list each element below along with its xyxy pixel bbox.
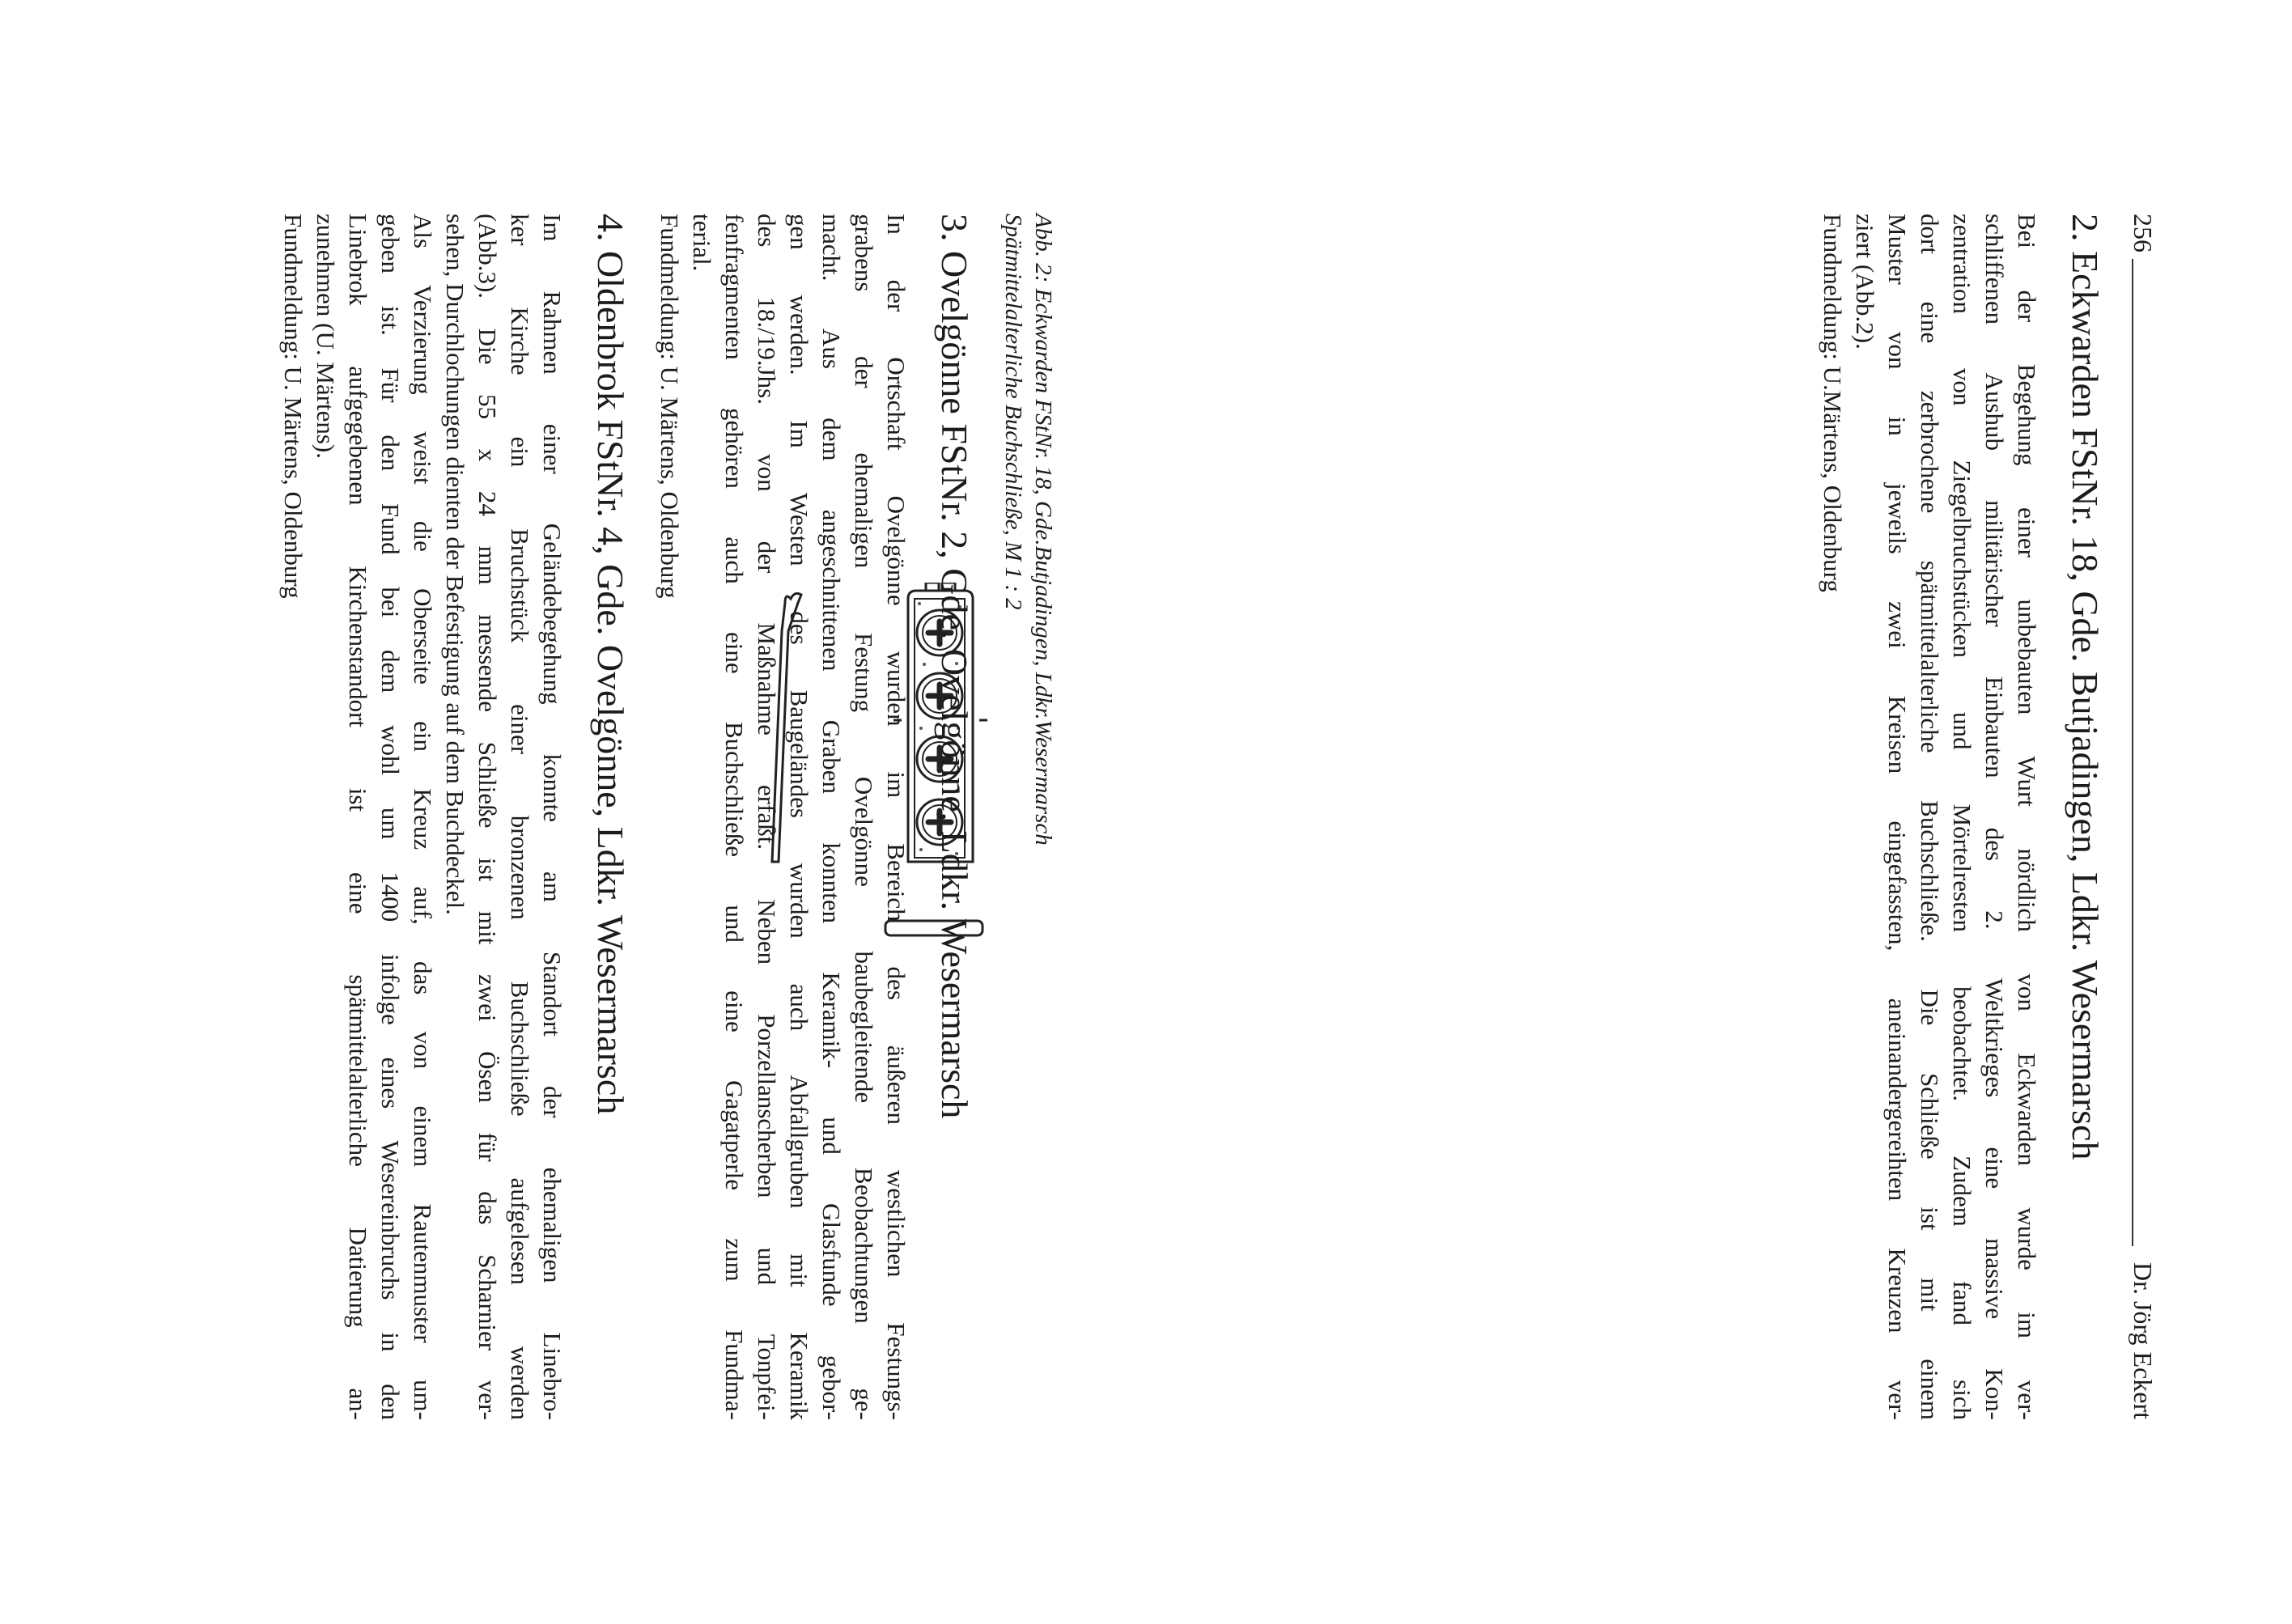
text-line: zentration von Ziegelbruchstücken und Mörtelresten beobachtet. Zudem fand sich (1948, 214, 1976, 1420)
text-line: Als Verzierung weist die Oberseite ein Kreuz auf, das von einem Rautenmuster um- (409, 214, 437, 1420)
find-report: Fundmeldung: U.Märtens, Oldenburg (1819, 214, 1847, 592)
text-line: gen werden. Im Westen des Baugeländes wurden auch Abfallgruben mit Keramik (785, 214, 813, 1420)
section-2-heading: 2. Eckwarden FStNr. 18, Gde. Butjadingen, Ldkr. Wesermarsch (2065, 214, 2106, 1160)
figure-caption-line-1: Abb. 2: Eckwarden FStNr. 18, Gde.Butjadingen, Ldkr.Wesermarsch (1030, 214, 1056, 846)
text-line: Im Rahmen einer Geländebegehung konnte am Standort der ehemaligen Linebro- (538, 214, 567, 1420)
section-4-body (277, 214, 568, 1420)
text-line: Muster von in jeweils zwei Kreisen eingefassten, aneinandergereihten Kreuzen ver- (1883, 214, 1912, 1420)
text-line: grabens der ehemaligen Festung Ovelgönne baubegleitende Beobachtungen ge- (850, 214, 878, 1420)
find-report: Fundmeldung: U. Märtens, Oldenburg (279, 214, 308, 599)
text-line: fenfragmenten gehören auch eine Buchschließe und eine Gagatperle zum Fundma- (720, 214, 749, 1420)
text-line: schliffenen Aushub militärischer Einbauten des 2. Weltkrieges eine massive Kon- (1980, 214, 2009, 1420)
section-4-heading: 4. Oldenbrok FStNr. 4, Gde. Ovelgönne, Ldkr. Wesermarsch (590, 214, 631, 1115)
running-head-author: Dr. Jörg Eckert (2129, 1261, 2158, 1419)
text-line: ziert (Abb.2). (1851, 214, 1879, 350)
section-2-body (1816, 214, 2043, 1420)
text-line: macht. Aus dem angeschnittenen Graben konnten Keramik- und Glasfunde gebor- (817, 214, 846, 1420)
figure-caption (998, 214, 1058, 1508)
text-line: dort eine zerbrochene spätmittelalterliche Buchschließe. Die Schließe ist mit einem (1916, 214, 1944, 1420)
section-3-heading: 3. Ovelgönne FStNr. 2, Gde. Ovelgönne, Ldkr. Wesermarsch (934, 214, 975, 1119)
text-line: In der Ortschaft Ovelgönne wurden im Bereich des äußeren westlichen Festungs- (882, 214, 910, 1420)
page-number: 256 (2129, 214, 2158, 252)
figure-caption-line-2: Spätmittelalterliche Buchschließe, M 1 : 2 (1000, 214, 1026, 610)
header-rule (2132, 259, 2133, 1246)
text-line: sehen, Durchlochungen dienten der Befestigung auf dem Buchdeckel. (441, 214, 469, 915)
text-line: (Abb.3). Die 55 x 24 mm messende Schließe ist mit zwei Ösen für das Scharnier ver- (473, 214, 502, 1420)
section-3-body (653, 214, 912, 1420)
text-line: zunehmen (U. Märtens). (312, 214, 340, 460)
text-line: Linebrok aufgegebenen Kirchenstandort ist eine spätmittelalterliche Datierung an- (344, 214, 372, 1420)
text-line: terial. (688, 214, 716, 272)
text-line: Bei der Begehung einer unbebauten Wurt nördlich von Eckwarden wurde im ver- (2013, 214, 2041, 1420)
find-report: Fundmeldung: U. Märtens, Oldenburg (656, 214, 684, 599)
text-line: des 18./19.Jhs. von der Maßnahme erfaßt. Neben Porzellanscherben und Tonpfei- (753, 214, 781, 1420)
text-line: ker Kirche ein Bruchstück einer bronzenen Buchschließe aufgelesen werden (506, 214, 534, 1420)
text-line: geben ist. Für den Fund bei dem wohl um 1400 infolge eines Wesereinbruchs in den (376, 214, 405, 1420)
